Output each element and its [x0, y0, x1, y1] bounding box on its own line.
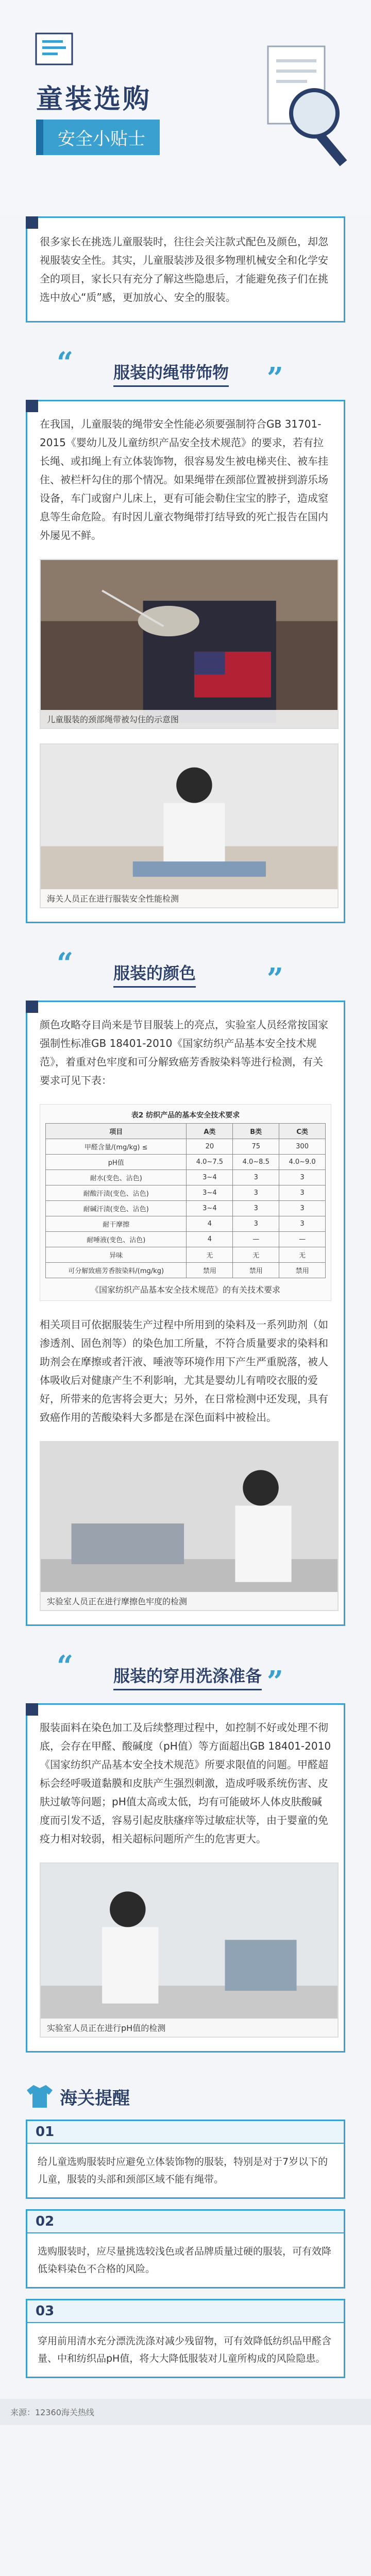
- header-banner: [0, 0, 371, 216]
- drawstring-photo-image: [41, 560, 338, 728]
- table-row: [46, 1232, 326, 1247]
- table-header-cell: C类: [279, 1124, 326, 1139]
- open-quote-icon: “: [57, 946, 74, 980]
- intro-box: [26, 216, 345, 323]
- table-cell: pH值: [46, 1155, 187, 1170]
- source-footer: 来源：12360海关热线: [0, 2399, 371, 2425]
- tip-card: [26, 2299, 345, 2378]
- section-2-text-2: 相关项目可依据服装生产过程中所用到的染料及一系列助剂（如渗透剂、固色剂等）的染色加工所量，不符合质量要求的染料和助剂会在摩擦或者汗液、唾液等环境作用下产生严重脱落，被人体吸收后对健康产生不利影响，尤其是婴幼儿有啃咬衣服的爱好，所带来的危害将会更大；另外，在日常检测中还发现，具有致癌作用的苦酸染料大多都是在深色面料中被检出。: [40, 1318, 328, 1423]
- section-title-2: 服装的颜色: [113, 960, 196, 988]
- table-row: [46, 1139, 326, 1155]
- section-header-1: [26, 346, 345, 395]
- page-title: 童装选购: [36, 84, 152, 115]
- table-row: [46, 1216, 326, 1232]
- table-cell: 3~4: [187, 1201, 233, 1216]
- table-cell: 3: [279, 1170, 326, 1185]
- table-header-cell: A类: [187, 1124, 233, 1139]
- table-row: [46, 1185, 326, 1201]
- photo-caption: 儿童服装的颈部绳带被勾住的示意图: [41, 710, 338, 728]
- table-cell: 甲醛含量/(mg/kg) ≤: [46, 1139, 187, 1155]
- table-cell: 无: [233, 1247, 279, 1263]
- ph-test-photo-image: [41, 1863, 338, 2037]
- table-cell: 可分解致癌芳香胺染料/(mg/kg): [46, 1263, 187, 1278]
- table-row: [46, 1263, 326, 1278]
- table-cell: 20: [187, 1139, 233, 1155]
- table-row: [46, 1201, 326, 1216]
- photo-inspection: [40, 743, 339, 908]
- table-cell: 耐水(变色、沾色): [46, 1170, 187, 1185]
- table-cell: 3: [279, 1201, 326, 1216]
- table-cell: 耐碱汗渍(变色、沾色): [46, 1201, 187, 1216]
- table-header-row: [46, 1124, 326, 1139]
- table-header-cell: B类: [233, 1124, 279, 1139]
- table-caption: 《国家纺织产品基本安全技术规范》的有关技术要求: [90, 1285, 280, 1295]
- corner-decoration: [26, 400, 38, 412]
- table-cell: 4: [187, 1216, 233, 1232]
- table-cell: 3: [233, 1216, 279, 1232]
- close-quote-icon: ”: [266, 361, 283, 395]
- tshirt-icon: [26, 2083, 54, 2109]
- table-cell: 3~4: [187, 1170, 233, 1185]
- tip-card: [26, 2120, 345, 2199]
- table-cell: 耐酸汗渍(变色、沾色): [46, 1185, 187, 1201]
- section-title-3: 服装的穿用洗涤准备: [113, 1663, 262, 1690]
- corner-decoration: [26, 216, 38, 229]
- table-cell: 无: [279, 1247, 326, 1263]
- open-quote-icon: “: [57, 346, 74, 380]
- open-quote-icon: “: [57, 1649, 74, 1683]
- magnifier-icon: [258, 36, 350, 180]
- table-cell: 3~4: [187, 1185, 233, 1201]
- photo-caption: 实验室人员正在进行pH值的检测: [41, 2019, 338, 2037]
- tip-text: 穿用前用清水充分漂洗洗涤对减少残留物，可有效降低纺织品甲醛含量、中和纺织品pH值，将大大降低服装对儿童所构成的风险隐患。: [38, 2335, 332, 2364]
- tips-title: 海关提醒: [60, 2088, 130, 2109]
- table-cell: —: [279, 1232, 326, 1247]
- table-cell: 禁用: [279, 1263, 326, 1278]
- table-cell: 4.0~9.0: [279, 1155, 326, 1170]
- photo-caption: 海关人员正在进行服装安全性能检测: [41, 889, 338, 907]
- table-cell: 耐唾液(变色、沾色): [46, 1232, 187, 1247]
- table-cell: 300: [279, 1139, 326, 1155]
- tip-number: 02: [27, 2211, 344, 2233]
- table-cell: 3: [233, 1201, 279, 1216]
- table-cell: 3: [233, 1170, 279, 1185]
- table-cell: 4.0~7.5: [187, 1155, 233, 1170]
- photo-drawstring: [40, 559, 339, 729]
- section-title-1: 服装的绳带饰物: [113, 360, 229, 387]
- table-cell: 禁用: [233, 1263, 279, 1278]
- section-2-text: 颜色攻略夺目尚来是节目服装上的亮点，实验室人员经常按国家强制性标准GB 18401-2010《国家纺织产品基本安全技术规范》，着重对色牢度和可分解致癌芳香胺染料等进行检测，有关要求可见下表：: [40, 1019, 328, 1087]
- page-subtitle: 安全小贴士: [36, 120, 160, 155]
- section-card-1: [26, 400, 345, 923]
- tip-card: [26, 2209, 345, 2289]
- standards-table: [45, 1123, 326, 1278]
- table-cell: 无: [187, 1247, 233, 1263]
- table-cell: —: [233, 1232, 279, 1247]
- inspection-photo-image: [41, 744, 338, 907]
- tip-text: 选购服装时，应尽量挑选较浅色或者品牌质量过硬的服装，可有效降低染料染色不合格的风险。: [38, 2246, 332, 2275]
- clipboard-icon: [31, 31, 77, 67]
- standards-table-wrap: [40, 1104, 331, 1301]
- table-cell: 禁用: [187, 1263, 233, 1278]
- table-row: [46, 1170, 326, 1185]
- table-cell: 3: [233, 1185, 279, 1201]
- tips-header: [26, 2083, 345, 2109]
- tip-text: 给儿童选购服装时应避免立体装饰物的服装，特别是对于7岁以下的儿童，服装的头部和颈部区域不能有绳带。: [38, 2156, 328, 2185]
- table-cell: 耐干摩擦: [46, 1216, 187, 1232]
- photo-rubbing-test: [40, 1441, 339, 1611]
- close-quote-icon: ”: [266, 1665, 283, 1699]
- section-card-2: [26, 1001, 345, 1626]
- corner-decoration: [26, 1703, 38, 1716]
- table-cell: 异味: [46, 1247, 187, 1263]
- table-cell: 3: [279, 1216, 326, 1232]
- table-body: [46, 1139, 326, 1278]
- table-cell: 3: [279, 1185, 326, 1201]
- rubbing-test-photo-image: [41, 1442, 338, 1610]
- photo-ph-test: [40, 1862, 339, 2038]
- section-3-text: 服装面料在染色加工及后续整理过程中，如控制不好或处理不彻底，会存在甲醛、酸碱度（pH值）等方面超出GB 18401-2010《国家纺织产品基本安全技术规范》所要求限值的问题。甲醛超标会经呼吸道黏膜和皮肤产生强烈刺激，造成呼吸系统伤害、皮肤过敏等问题；pH值太高或太低，均有可能破坏人体皮肤酸碱度而引发不适，容易引起皮肤瘙痒等过敏症状等，由于婴童的免疫力相对较弱，相关超标问题所产生的危害更大。: [40, 1721, 331, 1845]
- table-cell: 75: [233, 1139, 279, 1155]
- table-row: [46, 1247, 326, 1263]
- photo-caption: 实验室人员正在进行摩擦色牢度的检测: [41, 1592, 338, 1610]
- table-cell: 4.0~8.5: [233, 1155, 279, 1170]
- table-cell: 4: [187, 1232, 233, 1247]
- tip-number: 01: [27, 2121, 344, 2144]
- table-title: 表2 纺织产品的基本安全技术要求: [131, 1111, 240, 1120]
- close-quote-icon: ”: [266, 962, 283, 996]
- section-header-3: [26, 1649, 345, 1699]
- table-row: [46, 1155, 326, 1170]
- corner-decoration: [26, 1001, 38, 1013]
- table-header-cell: 项目: [46, 1124, 187, 1139]
- tip-number: 03: [27, 2300, 344, 2323]
- intro-text: 很多家长在挑选儿童服装时，往往会关注款式配色及颜色，却忽视服装安全性。其实，儿童服装涉及很多物理机械安全和化学安全的项目，家长只有充分了解这些隐患后，才能避免孩子们在挑选中放心“质”感，更加放心、安全的服装。: [40, 235, 328, 303]
- section-header-2: [26, 946, 345, 996]
- section-card-3: [26, 1703, 345, 2053]
- section-1-text: 在我国，儿童服装的绳带安全性能必须要强制符合GB 31701-2015《婴幼儿及儿童纺织产品安全技术规范》的要求，若有拉长绳、或扣绳上有立体装饰物，很容易发生被电梯夹住、被车挂住、被栏杆勾住的那个情况。如果绳带在颈部位置被拼到游乐场设备，车门或窗户儿床上，更有可能会勒住宝宝的脖子，造成窒息等生命危险。有时因儿童衣物绳带打结导致的死亡报告在国内外屡见不鲜。: [40, 418, 328, 541]
